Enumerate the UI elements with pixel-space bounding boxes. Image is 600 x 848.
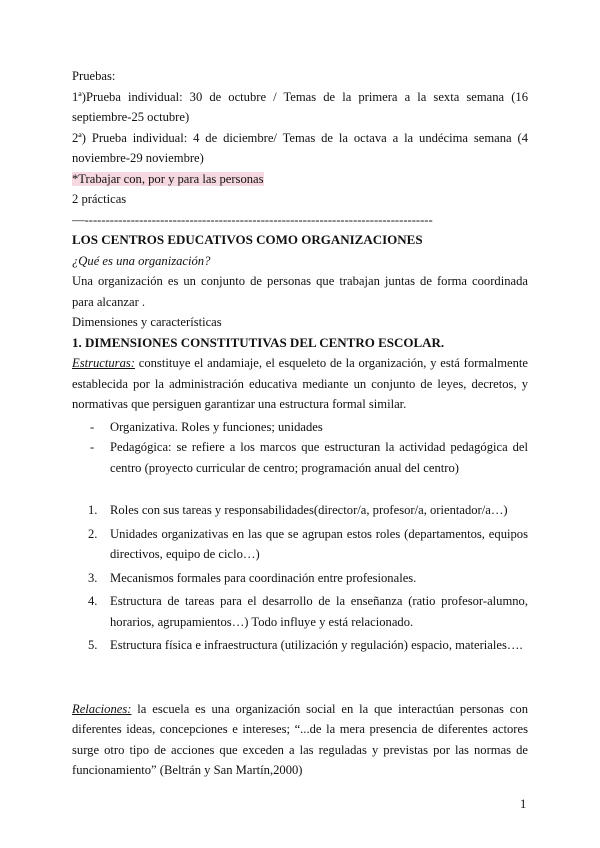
page-number: 1: [520, 797, 527, 811]
spacer: [72, 478, 528, 500]
list-number: 2.: [88, 526, 98, 541]
dash-marker: -: [90, 440, 95, 454]
list-item: 5. Estructura física e infraestructura (utilización y regulación) espacio, materiales….: [72, 635, 528, 656]
estructuras-text: constituye el andamiaje, el esqueleto de la organización, y está formalmente establecida por la administración educativa mediante un conjunto de leyes, decretos, y normativas que persiguen garantizar una estructura formal similar.: [72, 356, 528, 411]
prueba-2: 2ª) Prueba individual: 4 de diciembre/ Temas de la octava a la undécima semana (4 noviembre-29 noviembre): [72, 130, 528, 165]
list-item: - Pedagógica: se refiere a los marcos que estructuran la actividad pedagógica del centro (proyecto curricular de centro; programación anual del centro): [72, 437, 528, 478]
dash-marker: -: [90, 419, 95, 434]
numbered-list: [72, 500, 528, 656]
question-heading: ¿Qué es una organización?: [72, 253, 211, 268]
relaciones-paragraph: [72, 699, 528, 781]
definition-paragraph: Una organización es un conjunto de personas que trabajan juntas de forma coordinada para alcanzar .: [72, 274, 528, 309]
pruebas-label: Pruebas:: [72, 69, 116, 83]
document-page: [72, 66, 528, 781]
estructuras-label: Estructuras:: [72, 356, 135, 370]
list-item: - Organizativa. Roles y funciones; unidades: [72, 417, 528, 438]
highlighted-note: [72, 169, 528, 190]
practicas-text: 2 prácticas: [72, 192, 127, 206]
list-number: 3.: [88, 570, 98, 585]
document-title: LOS CENTROS EDUCATIVOS COMO ORGANIZACIONES: [72, 232, 423, 247]
list-number: 1.: [88, 503, 98, 517]
dimensiones-heading: Dimensiones y características: [72, 315, 222, 329]
separator-line: —-----------------------------------------------------------------------------------: [72, 212, 433, 227]
prueba-1: 1ª)Prueba individual: 30 de octubre / Temas de la primera a la sexta semana (16 septiembre-25 octubre): [72, 89, 528, 124]
estructuras-paragraph: [72, 353, 528, 415]
list-item: 3. Mecanismos formales para coordinación entre profesionales.: [72, 568, 528, 589]
spacer: [72, 659, 528, 699]
relaciones-label: Relaciones:: [72, 701, 132, 716]
list-item: 2. Unidades organizativas en las que se agrupan estos roles (departamentos, equipos directivos, equipo de ciclo…): [72, 524, 528, 565]
list-item: 4. Estructura de tareas para el desarrollo de la enseñanza (ratio profesor-alumno, horarios, agrupamientos…) Todo influye y está relacionado.: [72, 591, 528, 632]
section-1-heading: 1. DIMENSIONES CONSTITUTIVAS DEL CENTRO ESCOLAR.: [72, 334, 445, 350]
relaciones-text: la escuela es una organización social en la que interactúan personas con diferentes ideas, concepciones e intereses; “...de la mera presencia de diferentes actores surge otro tipo de acciones que exceden a las reguladas y previstas por las normas de funcionamiento” (Beltrán y San Martín,2000): [72, 701, 528, 777]
list-item: 1. Roles con sus tareas y responsabilidades(director/a, profesor/a, orientador/a…): [72, 500, 528, 521]
list-number: 4.: [88, 594, 98, 608]
highlight-text: *Trabajar con, por y para las personas: [72, 171, 264, 186]
dash-list: [72, 417, 528, 479]
list-number: 5.: [88, 638, 98, 652]
